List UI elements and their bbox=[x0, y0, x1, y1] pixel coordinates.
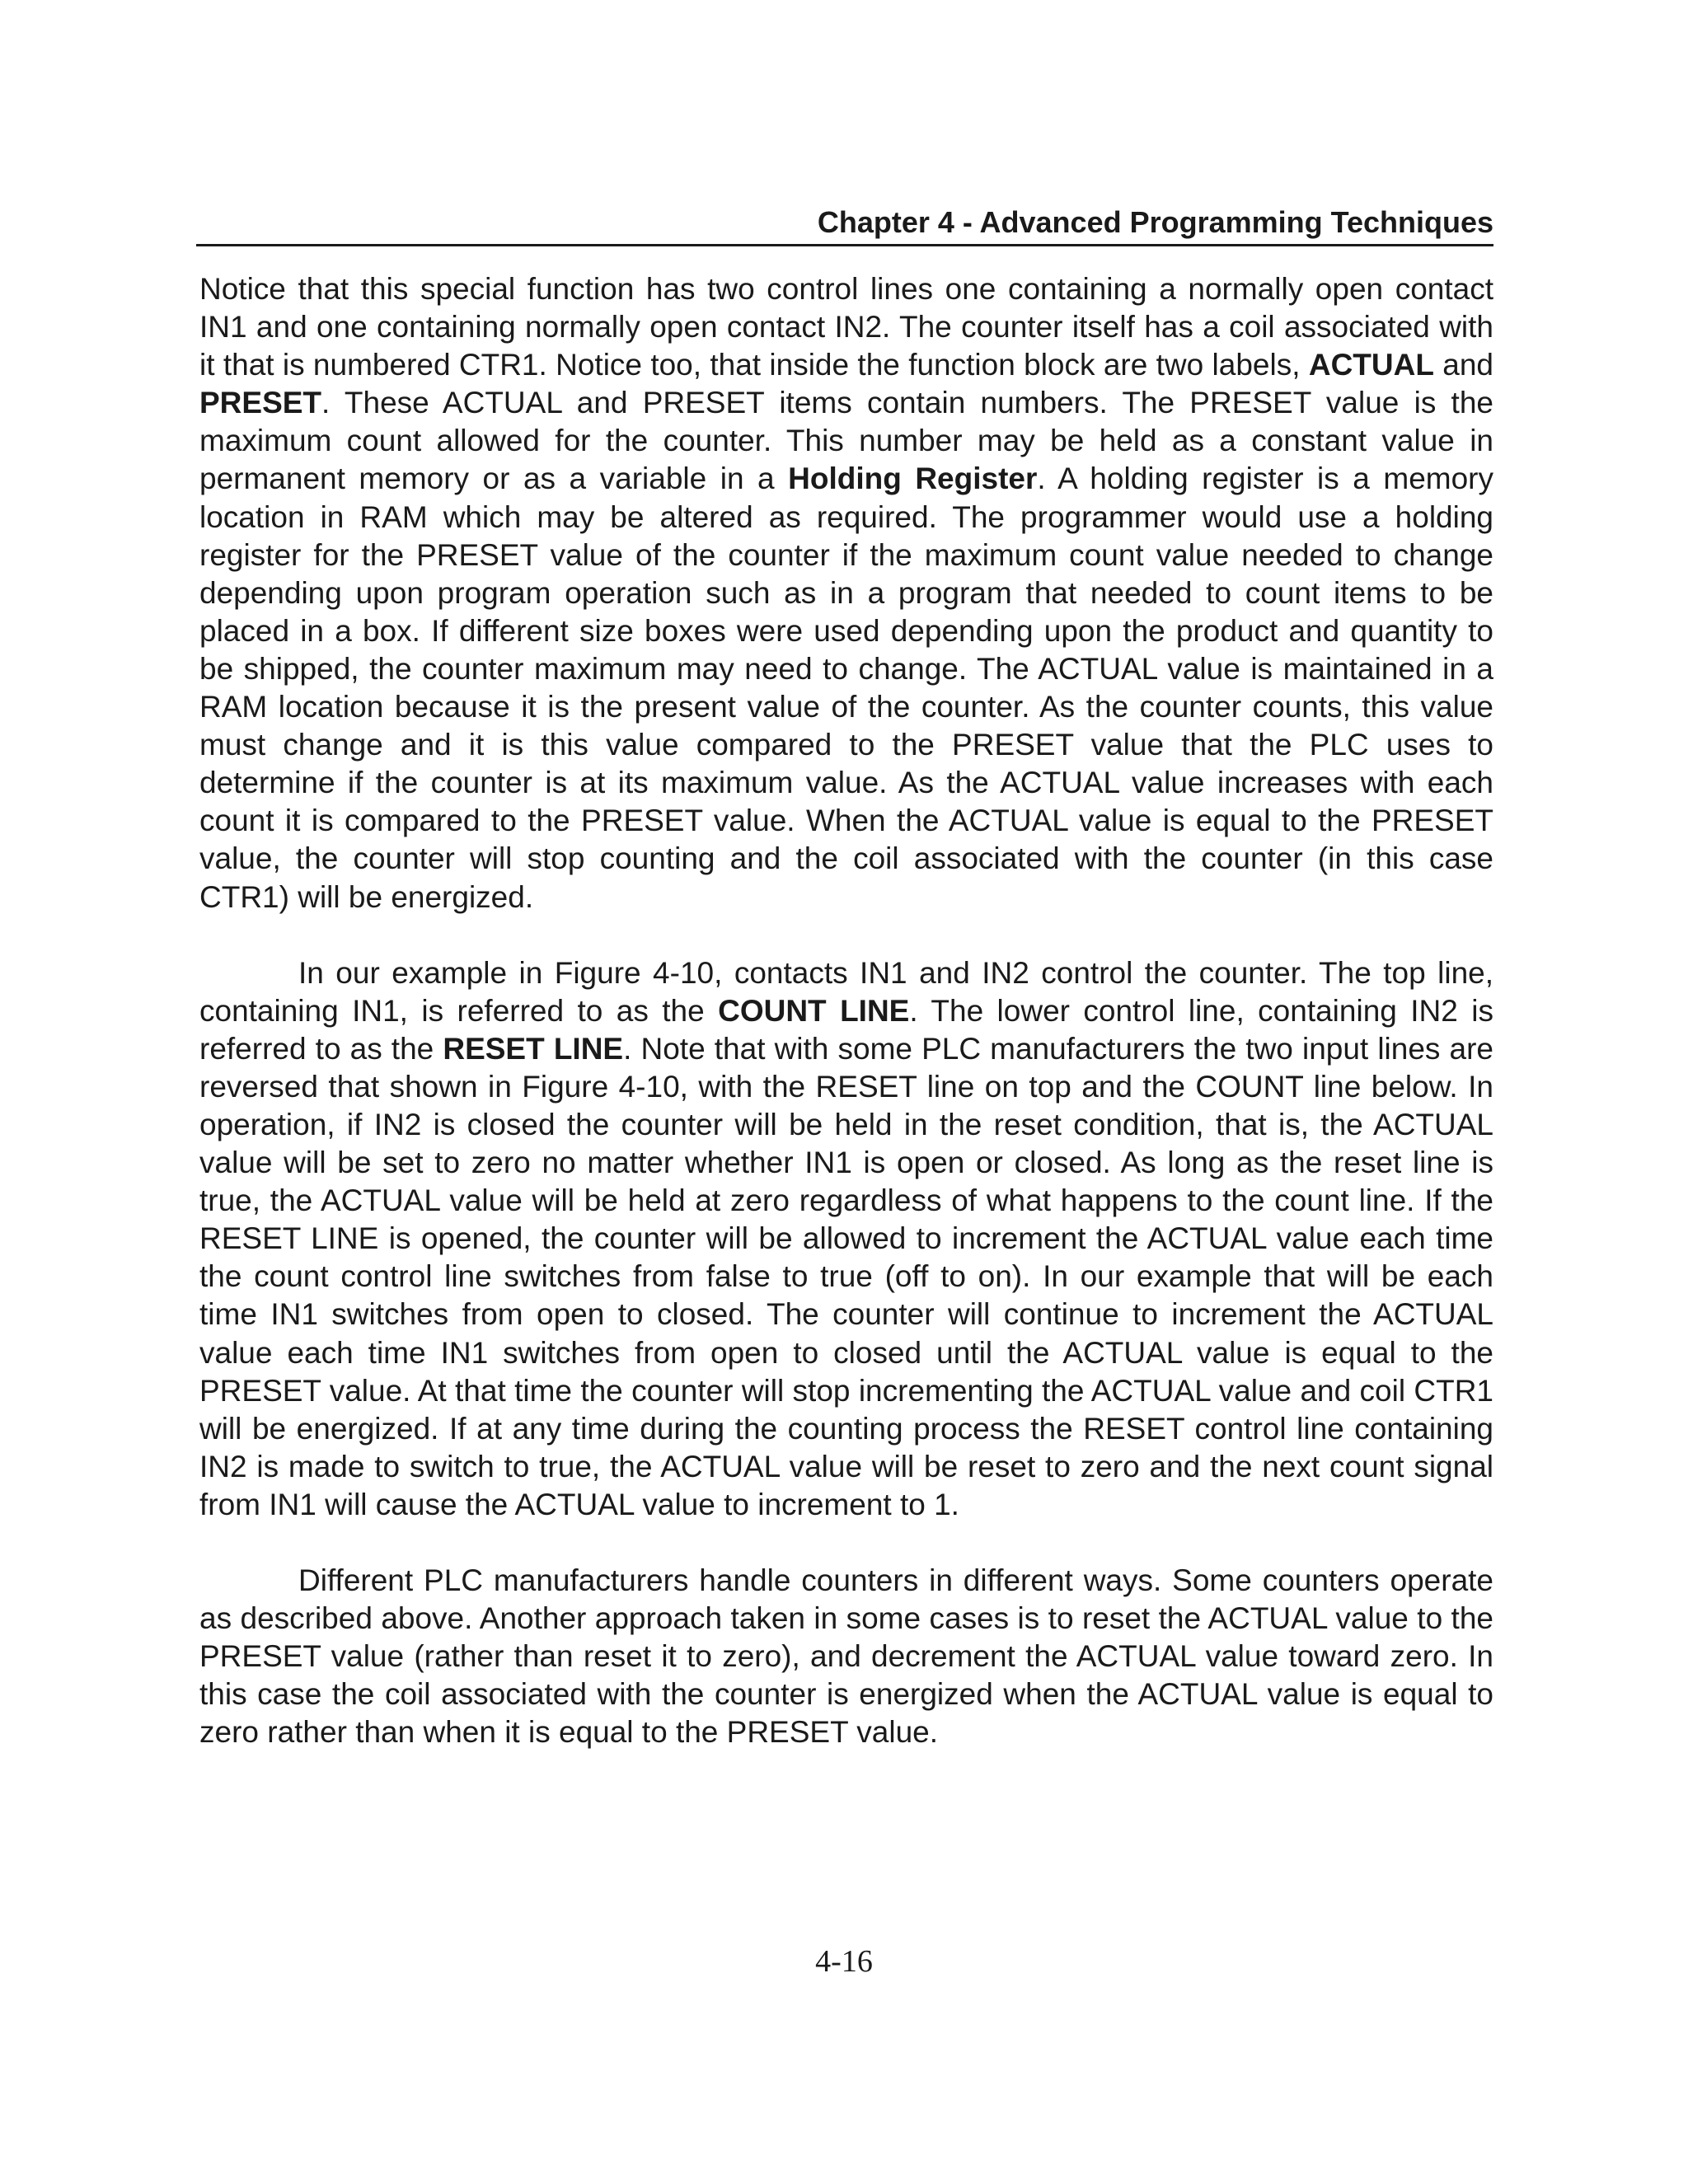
bold-term-count-line: COUNT LINE bbox=[718, 993, 910, 1028]
text-run: . These ACTUAL and PRESET items contain numbers. The PRESET value is the maximum count allowed for the counter. This number may be held as a constant value in permanent memory or as a variable in a bbox=[199, 386, 1493, 496]
chapter-header bbox=[196, 198, 1493, 246]
bold-term-preset: PRESET bbox=[199, 386, 322, 420]
bold-term-reset-line: RESET LINE bbox=[443, 1031, 624, 1066]
body-text bbox=[199, 270, 1493, 1751]
bold-term-holding-register: Holding Register bbox=[788, 462, 1038, 496]
text-run: In our example in Figure 4-10, contacts IN1 and IN2 control the counter. The top line, containing IN1, is referred to as the bbox=[199, 955, 1493, 1028]
text-run: . A holding register is a memory location in RAM which may be altered as required. The programmer would use a holding register for the PRESET value of the counter if the maximum count value needed to change depending upon program operation such as in a program that needed to count items to be placed in a box. If different size boxes were used depending upon the product and quantity to be shipped, the counter maximum may need to change. The ACTUAL value is maintained in a RAM location because it is the present value of the counter. As the counter counts, this value must change and it is this value compared to the PRESET value that the PLC uses to determine if the counter is at its maximum value. As the ACTUAL value increases with each count it is compared to the PRESET value. When the ACTUAL value is equal to the PRESET value, the counter will stop counting and the coil associated with the counter (in this case CTR1) will be energized. bbox=[199, 462, 1493, 914]
bold-term-actual: ACTUAL bbox=[1308, 348, 1434, 382]
paragraph-counter-description bbox=[199, 270, 1493, 916]
chapter-title: Chapter 4 - Advanced Programming Techniques bbox=[817, 205, 1493, 239]
paragraph-manufacturer-differences bbox=[199, 1562, 1493, 1751]
paragraph-count-reset-lines bbox=[199, 954, 1493, 1524]
text-run: Notice that this special function has two control lines one containing a normally open contact IN1 and one containing normally open contact IN2. The counter itself has a coil associated with it that is numbered CTR1. Notice too, that inside the function block are two labels, bbox=[199, 272, 1493, 382]
text-run: . The lower control line, containing IN2 is referred to as the bbox=[199, 993, 1493, 1066]
text-run: and bbox=[1433, 348, 1494, 382]
text-run: . Note that with some PLC manufacturers the two input lines are reversed that shown in Figure 4-10, with the RESET line on top and the COUNT line below. In operation, if IN2 is closed the counter will be held in the reset condition, that is, the ACTUAL value will be set to zero no matter whether IN1 is open or closed. As long as the reset line is true, the ACTUAL value will be held at zero regardless of what happens to the count line. If the RESET LINE is opened, the counter will be allowed to increment the ACTUAL value each time the count control line switches from false to true (off to on). In our example that will be each time IN1 switches from open to closed. The counter will continue to increment the ACTUAL value each time IN1 switches from open to closed until the ACTUAL value is equal to the PRESET value. At that time the counter will stop incrementing the ACTUAL value and coil CTR1 will be energized. If at any time during the counting process the RESET control line containing IN2 is made to switch to true, the ACTUAL value will be reset to zero and the next count signal from IN1 will cause the ACTUAL value to increment to 1. bbox=[199, 1031, 1493, 1521]
page-number: 4-16 bbox=[815, 1944, 873, 1979]
text-run: Different PLC manufacturers handle counters in different ways. Some counters operate as described above. Another approach taken in some cases is to reset the ACTUAL value to the PRESET value (rather than reset it to zero), and decrement the ACTUAL value toward zero. In this case the coil associated with the counter is energized when the ACTUAL value is equal to zero rather than when it is equal to the PRESET value. bbox=[199, 1563, 1493, 1750]
